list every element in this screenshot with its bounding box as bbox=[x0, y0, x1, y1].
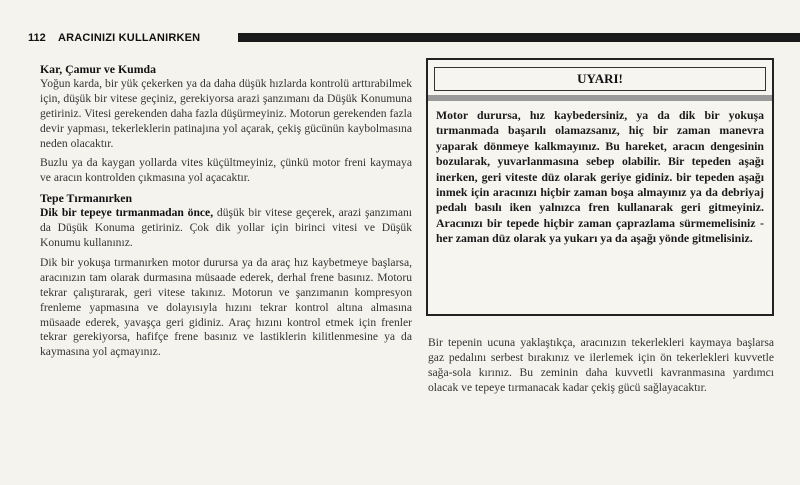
hill-paragraph-2: Dik bir yokuşa tırmanırken motor durursa ya da araç hız kaybetmeye başlarsa, aracınızın tam olarak durmasına müsaade ederek, derhal frene basınız. Motoru tekrar çalıştırarak, geri vitese takınız. Motorun ve şanzımanın kompresyon frenleme yapmasına ve dolayısıyla hızını tekrar kontrol altına almasına müsaade ederek, yavaşça geri gidiniz. Araç hızını kontrol etmek için frenler tekrar gerekiyorsa, hafifçe frene basınız ve lastiklerin kilitlenmesine ya da kaymasına yol açmayınız. bbox=[40, 255, 412, 359]
section-title-snow-mud-sand: Kar, Çamur ve Kumda bbox=[40, 62, 157, 76]
page-number: 112 bbox=[28, 32, 46, 44]
header-rule bbox=[238, 33, 800, 42]
section-title-hill-climbing: Tepe Tırmanırken bbox=[40, 191, 133, 206]
page-header bbox=[28, 30, 800, 46]
warning-divider bbox=[428, 95, 772, 101]
left-column bbox=[40, 62, 412, 365]
warning-title: UYARI! bbox=[434, 67, 766, 91]
hill-paragraph-1 bbox=[40, 206, 412, 251]
warning-text: Motor durursa, hız kaybedersiniz, ya da dik bir yokuşa tırmanmada başarılı olamazsanız, hiç bir zaman manevra yaparak dönmeye kalkmayınız. Bu hareket, aracın dengesinin bozularak, yuvarlanmasına sebep olabilir. Bir tepeden aşağı inerken, geri viteste düz olarak geriye gidiniz. bir tepeden aşağı inmek için aracınızı hiçbir zaman boşa almayınız ya da debriyaj pedalı basılı iken yalnızca fren kullanarak geri gitmeyiniz. Aracınızı bir tepede hiçbir zaman çaprazlama sürmemelisiniz - her zaman düz olarak ya yukarı ya da aşağı yönde gitmelisiniz. bbox=[436, 108, 764, 246]
snow-paragraph-1: Yoğun karda, bir yük çekerken ya da daha düşük hızlarda kontrolü arttırabilmek için, düşük bir vitese geçiniz, gerekiyorsa arazi şanzımanı da Düşük Konumuna getiriniz. Vitesi gerekenden daha fazla düşürmeyiniz. Motorun gerekenden fazla devir yapması, tekerleklerin patinajına yol açarak, çekiş gücünün kaybolmasına neden olacaktır. bbox=[40, 76, 412, 150]
hill-paragraph-1-lead: Dik bir tepeye tırmanmadan önce, bbox=[40, 206, 214, 220]
hill-paragraph-1-rest: düşük bir vitese geçerek, arazi şanzımanı da Düşük Konuma getiriniz. Çok dik yollar için birinci vitesi ve Düşük Konumu kullanınız. bbox=[40, 206, 412, 249]
right-paragraph: Bir tepenin ucuna yaklaştıkça, aracınızın tekerlekleri kaymaya başlarsa gaz pedalını serbest bırakınız ve ilerlemek için ön tekerlekleri kuvvetle sağa-sola kırınız. Bu zeminin daha kuvvetli kavranmasına yardımcı olacak ve tepeye tırmanacak kadar çekiş gücü sağlayacaktır. bbox=[428, 336, 774, 394]
snow-paragraph-2: Buzlu ya da kaygan yollarda vites küçültmeyiniz, çünkü motor freni kaymaya ve aracın kontrolden çıkmasına yol açacaktır. bbox=[40, 156, 412, 185]
warning-box bbox=[426, 58, 774, 316]
chapter-title: ARACINIZI KULLANIRKEN bbox=[58, 32, 201, 44]
